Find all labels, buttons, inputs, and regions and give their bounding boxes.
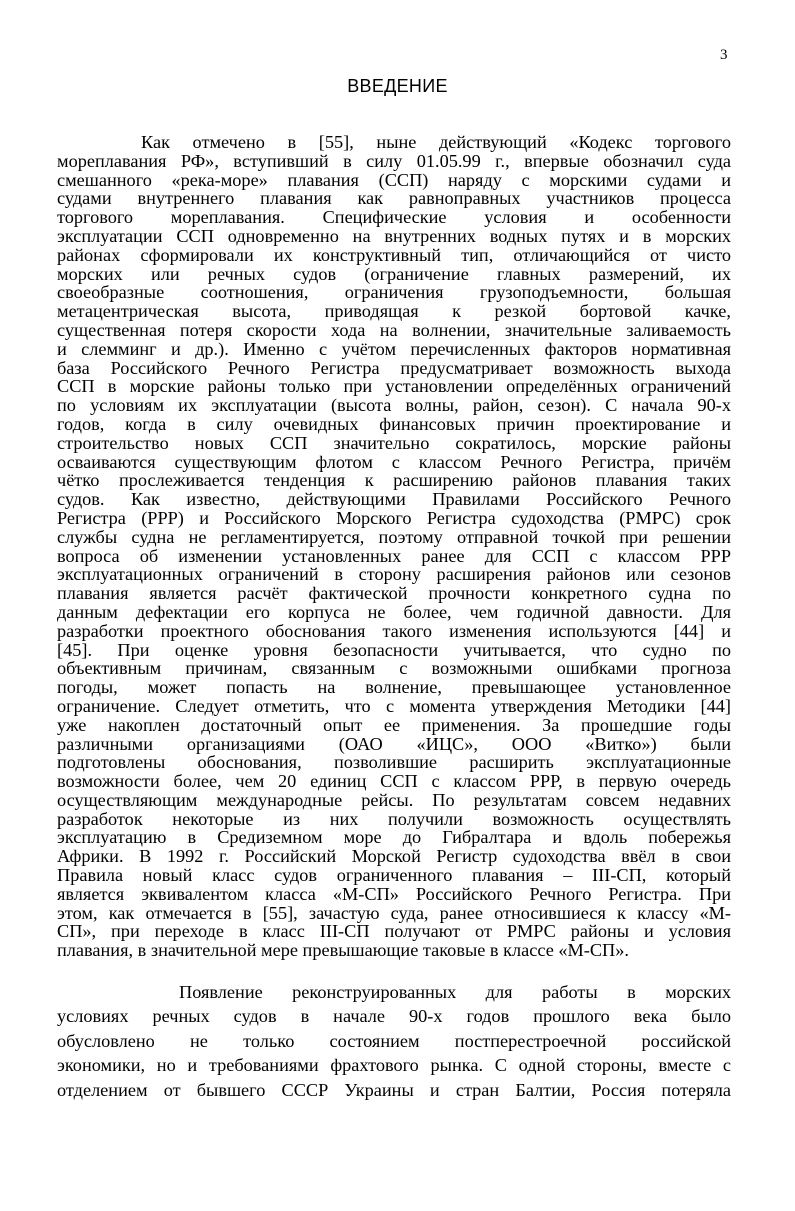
text-line: отделением от бывшего СССР Украины и стран Балтии, Россия потеряла: [57, 1079, 731, 1100]
text-line: условиях речных судов в начале 90-х годов прошлого века было: [57, 1006, 731, 1027]
text-line: уже накоплен достаточный опыт ее применения. За прошедшие годы: [57, 714, 731, 735]
text-line: данным дефектации его корпуса не более, чем годичной давности. Для: [57, 601, 731, 622]
text-line: погоды, может попасть на волнение, превышающее установленное: [57, 677, 731, 698]
text-line: плавания является расчёт фактической прочности конкретного судна по: [57, 583, 731, 604]
paragraph-1: [57, 133, 731, 960]
text-line: судов. Как известно, действующими Правилами Российского Речного: [57, 489, 731, 510]
text-line: ограничение. Следует отметить, что с момента утверждения Методики [44]: [57, 695, 731, 716]
text-line: морских или речных судов (ограничение главных размерений, их: [57, 263, 731, 284]
text-line: эксплуатации ССП одновременно на внутренних водных путях и в морских: [57, 225, 731, 246]
text-line: существенная потеря скорости хода на волнении, значительные заливаемость: [57, 319, 731, 340]
text-line: база Российского Речного Регистра предусматривает возможность выхода: [57, 357, 731, 378]
text-line: СП», при переходе в класс III-СП получают от РМРС районы и условия: [57, 921, 731, 942]
text-line: районах сформировали их конструктивный тип, отличающийся от чисто: [57, 244, 731, 265]
text-line: этом, как отмечается в [55], зачастую суда, ранее относившиеся к классу «М-: [57, 902, 731, 923]
page-title: ВВЕДЕНИЕ: [347, 76, 448, 96]
text-line: по условиям их эксплуатации (высота волны, район, сезон). С начала 90-х: [57, 395, 731, 416]
text-line: годов, когда в силу очевидных финансовых причин проектирование и: [57, 413, 731, 434]
text-line: смешанного «река-море» плавания (ССП) наряду с морскими судами и: [57, 169, 731, 190]
text-line: чётко прослеживается тенденция к расширению районов плавания таких: [57, 470, 731, 491]
text-line: Регистра (РРР) и Российского Морского Регистра судоходства (РМРС) срок: [57, 507, 731, 528]
text-line: экономики, но и требованиями фрахтового рынка. С одной стороны, вместе с: [57, 1055, 731, 1076]
text-line: разработок некоторые из них получили возможность осуществлять: [57, 808, 731, 829]
text-line: и слемминг и др.). Именно с учётом перечисленных факторов нормативная: [57, 338, 731, 359]
text-line: разработки проектного обоснования такого изменения используются [44] и: [57, 620, 731, 641]
text-line: Правила новый класс судов ограниченного плавания – III-СП, который: [57, 865, 731, 886]
text-line: осваиваются существующим флотом с классом Речного Регистра, причём: [57, 451, 731, 472]
text-line: эксплуатационных ограничений в сторону расширения районов или сезонов: [57, 564, 731, 585]
text-line: судами внутреннего плавания как равноправных участников процесса: [57, 188, 731, 209]
text-line: строительство новых ССП значительно сократилось, морские районы: [57, 432, 731, 453]
text-line: [45]. При оценке уровня безопасности учитывается, что судно по: [57, 639, 731, 660]
text-line: Африки. В 1992 г. Российский Морской Регистр судоходства ввёл в свои: [57, 846, 731, 867]
page-number: 3: [720, 47, 728, 63]
text-line: метацентрическая высота, приводящая к резкой бортовой качке,: [57, 301, 731, 322]
text-line: плавания, в значительной мере превышающие таковые в классе «М-СП».: [57, 940, 629, 961]
text-line: торгового мореплавания. Специфические условия и особенности: [57, 207, 731, 228]
text-line: обусловлено не только состоянием постперестроечной российской: [57, 1030, 731, 1051]
text-line: мореплавания РФ», вступивший в силу 01.05.99 г., впервые обозначил суда: [57, 150, 731, 171]
text-line: своеобразные соотношения, ограничения грузоподъемности, большая: [57, 282, 731, 303]
text-line: вопроса об изменении установленных ранее для ССП с классом РРР: [57, 545, 731, 566]
text-line: Как отмечено в [55], ныне действующий «Кодекс торгового: [141, 132, 731, 152]
text-line: различными организациями (ОАО «ИЦС», ООО «Витко») были: [57, 733, 731, 754]
text-line: эксплуатацию в Средиземном море до Гибралтара и вдоль побережья: [57, 827, 731, 848]
text-line: является эквивалентом класса «М-СП» Российского Речного Регистра. При: [57, 883, 731, 904]
text-line: осуществляющим международные рейсы. По результатам совсем недавних: [57, 789, 731, 810]
text-line: подготовлены обоснования, позволившие расширить эксплуатационные: [57, 752, 731, 773]
paragraph-2: [57, 980, 731, 1102]
text-line: ССП в морские районы только при установлении определённых ограничений: [57, 376, 731, 397]
text-line: службы судна не регламентируется, поэтому отправной точкой при решении: [57, 526, 731, 547]
text-line: объективным причинам, связанным с возможными ошибками прогноза: [57, 658, 731, 679]
text-line: возможности более, чем 20 единиц ССП с классом РРР, в первую очередь: [57, 771, 731, 792]
text-line: Появление реконструированных для работы в морских: [179, 982, 731, 1002]
